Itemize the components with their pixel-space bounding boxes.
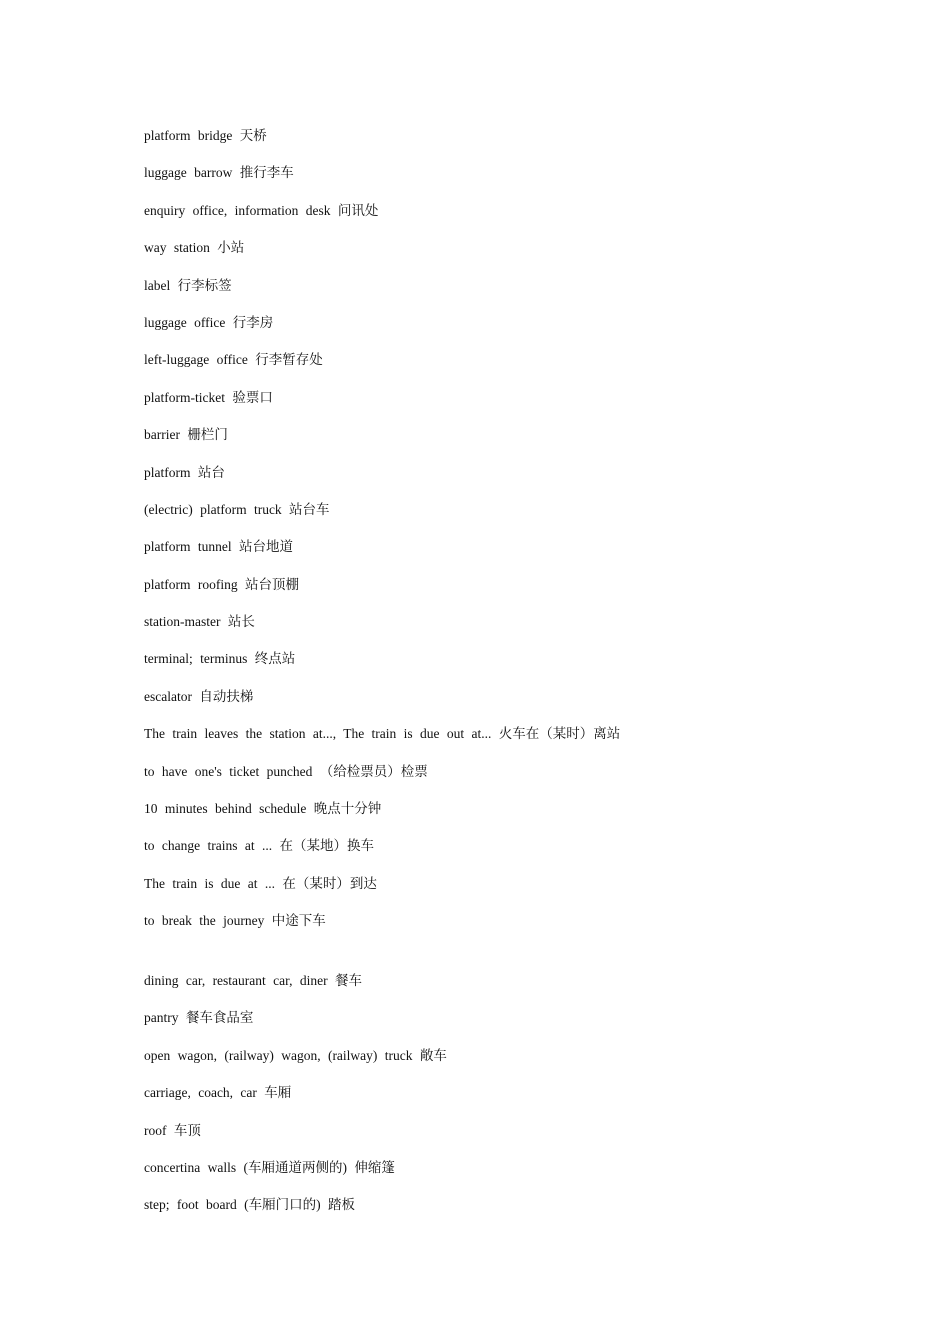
vocabulary-entry: to have one's ticket punched （给检票员）检票 bbox=[144, 763, 428, 779]
vocabulary-entry: pantry 餐车食品室 bbox=[144, 1010, 254, 1026]
vocabulary-entry: platform roofing 站台顶棚 bbox=[144, 576, 299, 592]
vocabulary-entry: platform 站台 bbox=[144, 464, 225, 480]
vocabulary-list bbox=[144, 126, 904, 1233]
vocabulary-entry: open wagon, (railway) wagon, (railway) truck 敞车 bbox=[144, 1047, 447, 1063]
vocabulary-entry: carriage, coach, car 车厢 bbox=[144, 1085, 292, 1101]
vocabulary-entry: platform bridge 天桥 bbox=[144, 128, 267, 143]
vocabulary-entry: concertina walls (车厢通道两侧的) 伸缩篷 bbox=[144, 1159, 395, 1175]
vocabulary-entry: platform tunnel 站台地道 bbox=[144, 539, 293, 555]
vocabulary-entry: station-master 站长 bbox=[144, 614, 255, 630]
vocabulary-entry: platform-ticket 验票口 bbox=[144, 389, 273, 405]
vocabulary-entry: escalator 自动扶梯 bbox=[144, 688, 254, 704]
vocabulary-entry: The train is due at ... 在（某时）到达 bbox=[144, 875, 377, 891]
vocabulary-entry: The train leaves the station at..., The train is due out at... 火车在（某时）离站 bbox=[144, 726, 621, 742]
vocabulary-entry: left-luggage office 行李暂存处 bbox=[144, 352, 323, 368]
vocabulary-entry: barrier 栅栏门 bbox=[144, 427, 228, 443]
vocabulary-entry: to change trains at ... 在（某地）换车 bbox=[144, 838, 374, 854]
vocabulary-entry: (electric) platform truck 站台车 bbox=[144, 501, 330, 517]
vocabulary-entry: roof 车顶 bbox=[144, 1122, 201, 1138]
vocabulary-entry: label 行李标签 bbox=[144, 277, 232, 293]
vocabulary-entry: to break the journey 中途下车 bbox=[144, 913, 326, 929]
vocabulary-entry: way station 小站 bbox=[144, 240, 245, 256]
vocabulary-entry: luggage office 行李房 bbox=[144, 314, 274, 330]
vocabulary-entry: step; foot board (车厢门口的) 踏板 bbox=[144, 1197, 355, 1213]
vocabulary-entry: terminal; terminus 终点站 bbox=[144, 651, 296, 667]
vocabulary-entry: dining car, restaurant car, diner 餐车 bbox=[144, 972, 362, 988]
vocabulary-entry: luggage barrow 推行李车 bbox=[144, 165, 294, 181]
vocabulary-entry: 10 minutes behind schedule 晚点十分钟 bbox=[144, 801, 382, 817]
vocabulary-entry: enquiry office, information desk 问讯处 bbox=[144, 202, 379, 218]
